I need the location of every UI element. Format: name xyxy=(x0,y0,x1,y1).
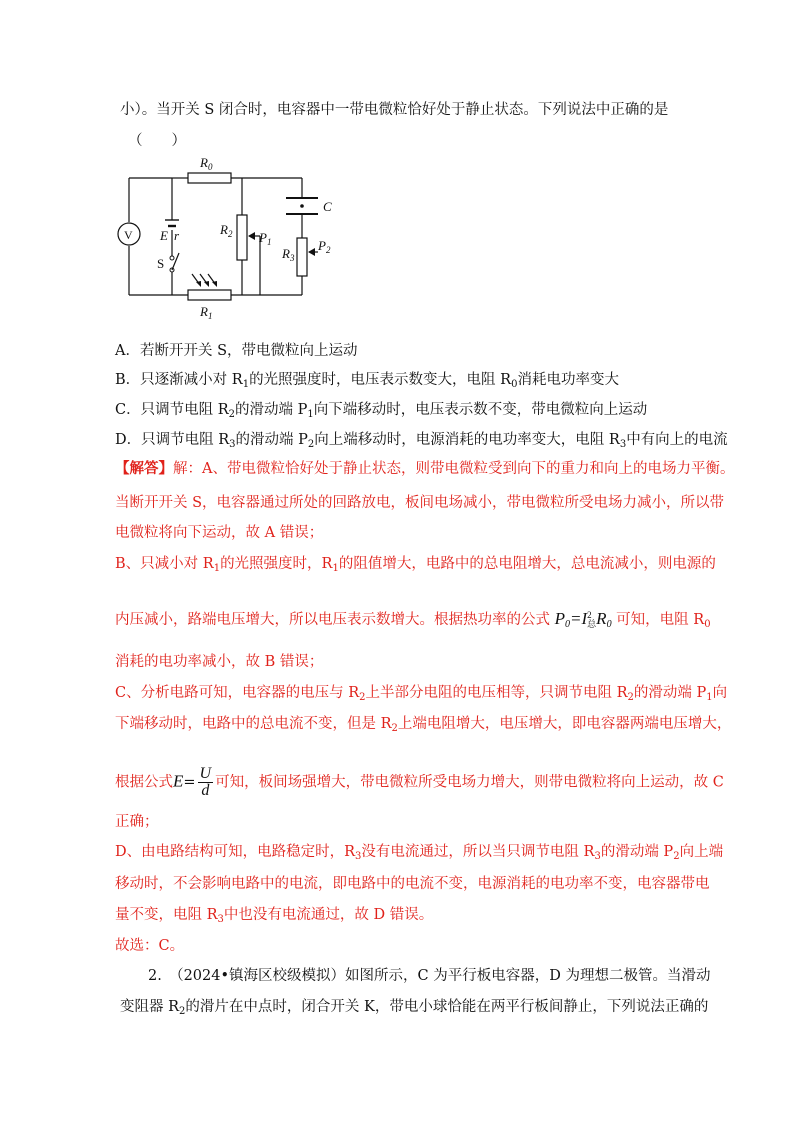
option-c: C．只调节电阻 $R_2$的滑动端 $P_1$向下端移动时，电压表示数不变，带电微粒向上运动 xyxy=(115,402,648,420)
question2-line1: 2. （2024•镇海区校级模拟）如图所示，C 为平行板电容器，D 为理想二极管。当滑动 xyxy=(148,968,711,984)
solution-line9: 根据公式E= $\frac{U}{d}$ 可知，板间场强增大，带电微粒所受电场力增大，则带电微粒将向上运动，故 C xyxy=(115,765,724,799)
label-v: V xyxy=(124,228,133,242)
question-stem-line2: （ ） xyxy=(128,133,186,149)
solution-line3: 电微粒将向下运动，故 A 错误； xyxy=(115,525,324,541)
label-e: E xyxy=(160,228,168,243)
label-c: C xyxy=(323,199,332,214)
solution-line13: 量不变，电阻 $R_3$中也没有电流通过，故 D 错误。 xyxy=(115,907,434,925)
solution-line4: B、只减小对 $R_1$的光照强度时，$R_1$的阻值增大，电路中的总电阻增大，总电流减小，则电源的 xyxy=(115,556,716,574)
option-d: D．只调节电阻 $R_3$的滑动端 $P_2$向上端移动时，电源消耗的电功率变大，电阻 $R_3$中有向上的电流 xyxy=(115,432,728,450)
option-b: B．只逐渐减小对 $R_1$的光照强度时，电压表示数变大，电阻 $R_0$消耗电功率变大 xyxy=(115,372,619,390)
solution-line2: 当断开开关 S，电容器通过所处的回路放电，板间电场减小，带电微粒所受电场力减小，所以带 xyxy=(115,495,725,511)
solution-line6: 消耗的电功率减小，故 B 错误； xyxy=(115,654,324,670)
solution-line11: D、由电路结构可知，电路稳定时，$R_3$没有电流通过，所以当只调节电阻 $R_3$的滑动端 $P_2$向上端 xyxy=(115,844,724,862)
label-r1: $R_1$ xyxy=(200,304,213,321)
label-s: S xyxy=(157,256,165,271)
question2-line2: 变阻器 $R_2$的滑片在中点时，闭合开关 K，带电小球恰能在两平行板间静止，下列说法正确的 xyxy=(120,999,709,1017)
label-r: r xyxy=(174,228,180,243)
circuit-diagram xyxy=(112,150,352,325)
solution-line5: 内压减小，路端电压增大，所以电压表示数增大。根据热功率的公式 $P_0=I$ 2 总 $R_0$ 可知，电阻 $R_0$ xyxy=(115,609,711,630)
field-formula-fraction: $\frac{U}{d}$ xyxy=(199,765,212,799)
solution-line1: 【解答】解：A、带电微粒恰好处于静止状态，则带电微粒受到向下的重力和向上的电场力平衡。 xyxy=(115,460,735,477)
label-r3: $R_3$ xyxy=(282,246,295,263)
charged-particle xyxy=(300,204,304,208)
question-stem-line1: 小）。当开关 S 闭合时，电容器中一带电微粒恰好处于静止状态。下列说法中正确的是 xyxy=(120,102,669,118)
label-p2: $P_2$ xyxy=(318,238,331,255)
solution-line10: 正确； xyxy=(115,814,159,830)
solution-answer: 故选：C。 xyxy=(115,938,185,954)
label-r0: $R_0$ xyxy=(200,155,213,172)
label-p1: $P_1$ xyxy=(259,230,272,247)
light-arrows xyxy=(192,274,216,285)
option-a: A．若断开开关 S，带电微粒向上运动 xyxy=(115,343,358,359)
heat-power-formula: $P_0=I$ 2 总 $R_0$ xyxy=(554,609,612,630)
solution-line12: 移动时，不会影响电路中的电流，即电路中的电流不变，电源消耗的电功率不变，电容器带电 xyxy=(115,876,710,892)
solution-line7: C、分析电路可知，电容器的电压与 $R_2$上半部分电阻的电压相等，只调节电阻 $R_2$的滑动端 $P_1$向 xyxy=(115,685,728,703)
solution-line8: 下端移动时，电路中的总电流不变，但是 $R_2$上端电阻增大，电压增大，即电容器两端电压增大， xyxy=(115,716,732,734)
label-r2: $R_2$ xyxy=(220,222,233,239)
